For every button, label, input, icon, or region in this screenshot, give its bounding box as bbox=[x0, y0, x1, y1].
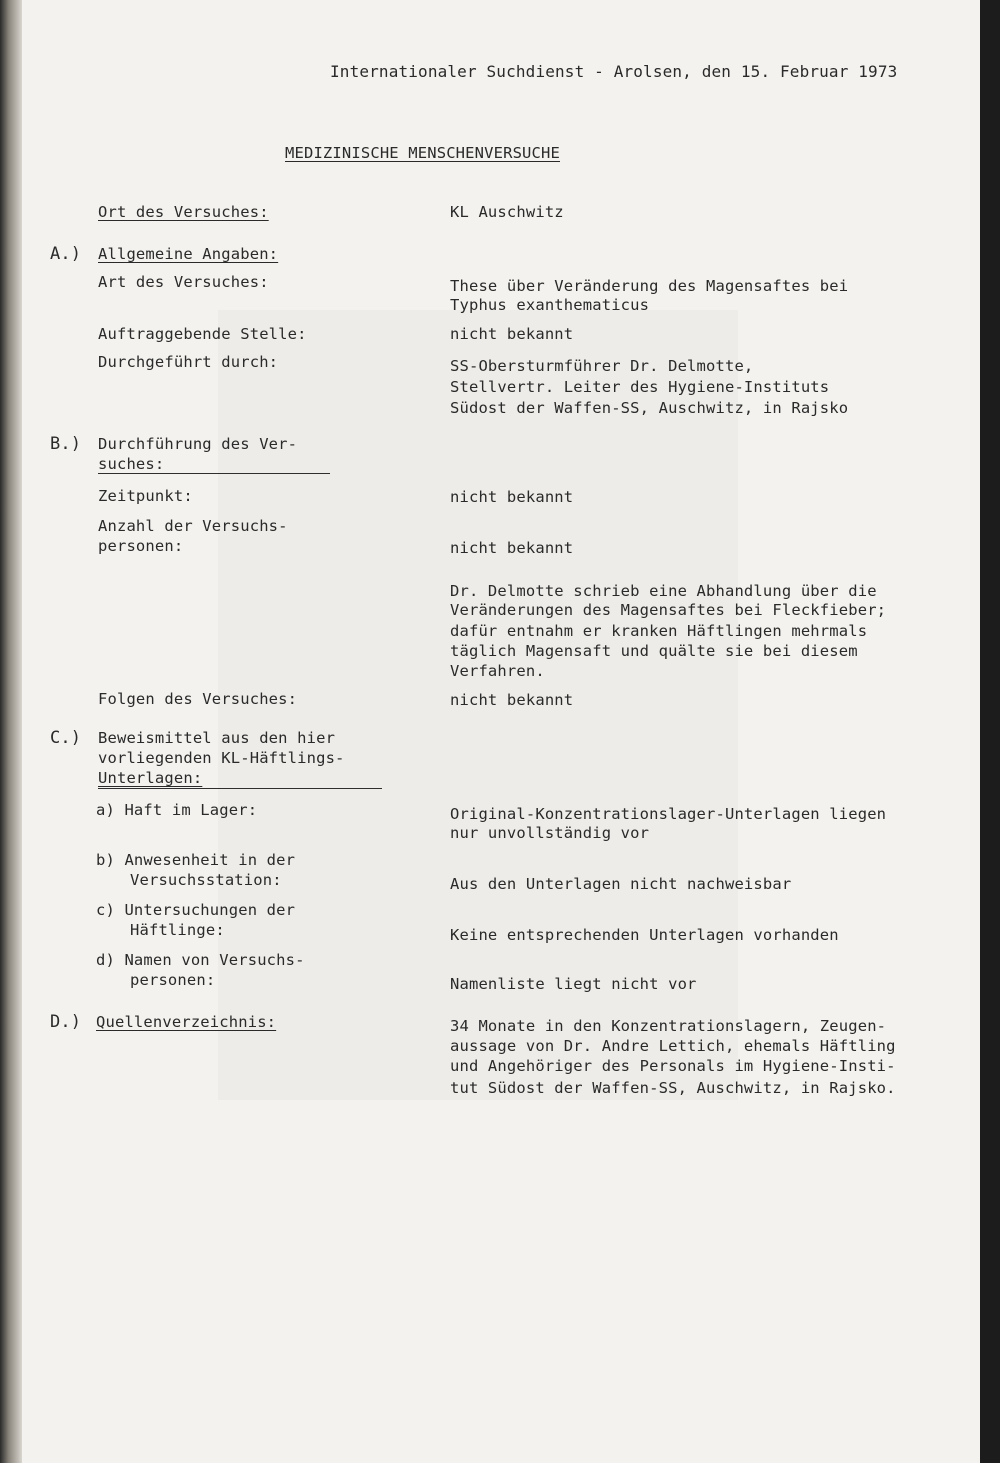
c-a-value-line2: nur unvollständig vor bbox=[450, 824, 650, 842]
section-c-marker: C.) bbox=[50, 728, 82, 748]
c-b-value: Aus den Unterlagen nicht nachweisbar bbox=[450, 875, 792, 893]
art-value-line2: Typhus exanthematicus bbox=[450, 296, 650, 314]
anzahl-label-line2: personen: bbox=[98, 537, 184, 555]
note-line5: Verfahren. bbox=[450, 662, 545, 680]
c-a-label: a) Haft im Lager: bbox=[96, 801, 258, 819]
durch-value-line2: Stellvertr. Leiter des Hygiene-Instituts bbox=[450, 378, 830, 396]
d-value-line3: und Angehöriger des Personals im Hygiene-Insti- bbox=[450, 1057, 896, 1075]
ort-label: Ort des Versuches: bbox=[98, 203, 269, 221]
section-d-heading: Quellenverzeichnis: bbox=[96, 1013, 277, 1031]
durch-value-line1: SS-Obersturmführer Dr. Delmotte, bbox=[450, 357, 754, 375]
note-line1: Dr. Delmotte schrieb eine Abhandlung über die bbox=[450, 582, 877, 600]
section-b-marker: B.) bbox=[50, 434, 82, 454]
anzahl-label-line1: Anzahl der Versuchs- bbox=[98, 517, 288, 535]
c-c-label-line2: Häftlinge: bbox=[130, 921, 225, 939]
section-a-marker: A.) bbox=[50, 244, 82, 264]
d-value-line4: tut Südost der Waffen-SS, Auschwitz, in Rajsko. bbox=[450, 1079, 896, 1097]
c-c-value: Keine entsprechenden Unterlagen vorhanden bbox=[450, 926, 839, 944]
c-d-label-line1: d) Namen von Versuchs- bbox=[96, 951, 305, 969]
binding-edge bbox=[0, 0, 22, 1463]
section-b-heading-underline bbox=[98, 473, 330, 474]
note-line4: täglich Magensaft und quälte sie bei diesem bbox=[450, 642, 858, 660]
auftrag-value: nicht bekannt bbox=[450, 325, 574, 343]
durch-value-line3: Südost der Waffen-SS, Auschwitz, in Rajsko bbox=[450, 399, 849, 417]
section-c-heading-line2: vorliegenden KL-Häftlings- bbox=[98, 749, 345, 767]
ort-value: KL Auschwitz bbox=[450, 203, 564, 221]
d-value-line2: aussage von Dr. Andre Lettich, ehemals Häftling bbox=[450, 1037, 896, 1055]
header-place-date: Internationaler Suchdienst - Arolsen, den 15. Februar 1973 bbox=[330, 62, 898, 81]
section-c-heading-underline bbox=[98, 788, 382, 789]
c-a-value-line1: Original-Konzentrationslager-Unterlagen liegen bbox=[450, 805, 887, 823]
art-value-line1: These über Veränderung des Magensaftes bei bbox=[450, 277, 849, 295]
section-b-heading-line2: suches: bbox=[98, 455, 165, 473]
d-value-line1: 34 Monate in den Konzentrationslagern, Zeugen- bbox=[450, 1017, 887, 1035]
section-d-marker: D.) bbox=[50, 1012, 82, 1032]
anzahl-value: nicht bekannt bbox=[450, 539, 574, 557]
zeit-label: Zeitpunkt: bbox=[98, 487, 193, 505]
note-line2: Veränderungen des Magensaftes bei Fleckfieber; bbox=[450, 601, 887, 619]
section-c-heading-line3: Unterlagen: bbox=[98, 769, 203, 787]
zeit-value: nicht bekannt bbox=[450, 488, 574, 506]
c-b-label-line1: b) Anwesenheit in der bbox=[96, 851, 296, 869]
durch-label: Durchgeführt durch: bbox=[98, 353, 279, 371]
c-d-label-line2: personen: bbox=[130, 971, 216, 989]
section-c-heading-line1: Beweismittel aus den hier bbox=[98, 729, 336, 747]
page-title: MEDIZINISCHE MENSCHENVERSUCHE bbox=[285, 144, 560, 162]
section-a-heading: Allgemeine Angaben: bbox=[98, 245, 279, 263]
note-line3: dafür entnahm er kranken Häftlingen mehrmals bbox=[450, 622, 868, 640]
c-c-label-line1: c) Untersuchungen der bbox=[96, 901, 296, 919]
c-d-value: Namenliste liegt nicht vor bbox=[450, 975, 697, 993]
folgen-value: nicht bekannt bbox=[450, 691, 574, 709]
section-b-heading-line1: Durchführung des Ver- bbox=[98, 435, 298, 453]
art-label: Art des Versuches: bbox=[98, 273, 269, 291]
c-b-label-line2: Versuchsstation: bbox=[130, 871, 282, 889]
auftrag-label: Auftraggebende Stelle: bbox=[98, 325, 307, 343]
folgen-label: Folgen des Versuches: bbox=[98, 690, 298, 708]
